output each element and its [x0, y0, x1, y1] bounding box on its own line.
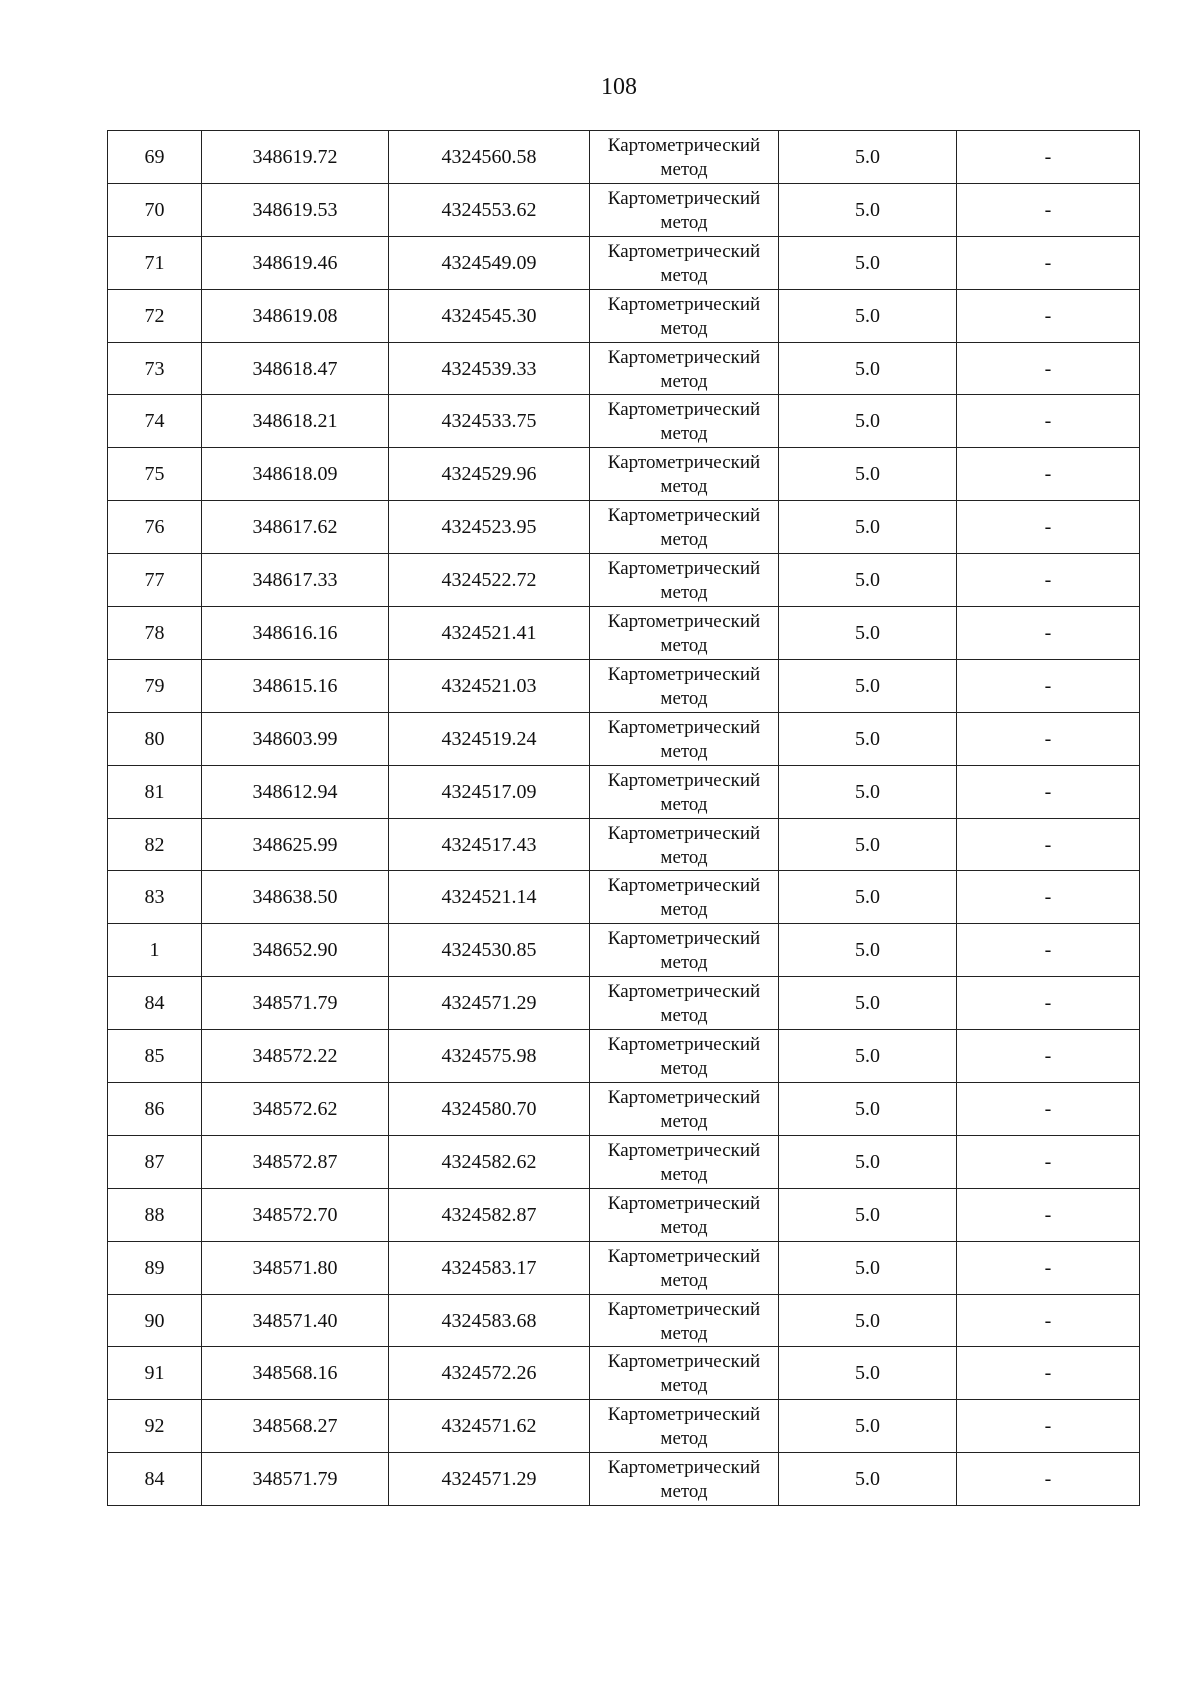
- accuracy-cell: 5.0: [779, 236, 957, 289]
- accuracy-cell: 5.0: [779, 1083, 957, 1136]
- method-line-1: Картометрический: [607, 928, 761, 950]
- x-coordinate-cell: 348612.94: [202, 765, 389, 818]
- point-number-cell: 83: [108, 871, 202, 924]
- description-cell: -: [957, 607, 1140, 660]
- x-coordinate-cell: 348638.50: [202, 871, 389, 924]
- point-number-cell: 84: [108, 1453, 202, 1506]
- x-coordinate-cell: 348619.46: [202, 236, 389, 289]
- y-coordinate-cell: 4324517.43: [389, 818, 590, 871]
- x-coordinate-cell: 348572.62: [202, 1083, 389, 1136]
- x-coordinate-cell: 348571.40: [202, 1294, 389, 1347]
- table-row: [108, 1135, 1140, 1188]
- coordinates-table-body: [108, 131, 1140, 1506]
- table-row: [108, 1400, 1140, 1453]
- description-cell: -: [957, 501, 1140, 554]
- point-number-cell: 87: [108, 1135, 202, 1188]
- page-number: 108: [601, 74, 637, 100]
- description-cell: -: [957, 765, 1140, 818]
- point-number-cell: 69: [108, 131, 202, 184]
- method-line-2: метод: [660, 740, 708, 762]
- method-cell: [590, 977, 779, 1030]
- method-cell: [590, 395, 779, 448]
- y-coordinate-cell: 4324521.03: [389, 659, 590, 712]
- method-line-2: метод: [660, 1428, 708, 1450]
- method-cell: [590, 1294, 779, 1347]
- description-cell: -: [957, 977, 1140, 1030]
- method-line-2: метод: [660, 1322, 708, 1344]
- table-row: [108, 395, 1140, 448]
- table-row: [108, 342, 1140, 395]
- table-row: [108, 818, 1140, 871]
- method-line-2: метод: [660, 952, 708, 974]
- x-coordinate-cell: 348568.27: [202, 1400, 389, 1453]
- point-number-cell: 71: [108, 236, 202, 289]
- method-line-1: Картометрический: [607, 875, 761, 897]
- method-line-2: метод: [660, 1216, 708, 1238]
- point-number-cell: 79: [108, 659, 202, 712]
- accuracy-cell: 5.0: [779, 342, 957, 395]
- accuracy-cell: 5.0: [779, 1453, 957, 1506]
- method-line-2: метод: [660, 846, 708, 868]
- point-number-cell: 84: [108, 977, 202, 1030]
- method-line-2: метод: [660, 687, 708, 709]
- y-coordinate-cell: 4324521.14: [389, 871, 590, 924]
- x-coordinate-cell: 348572.22: [202, 1030, 389, 1083]
- y-coordinate-cell: 4324575.98: [389, 1030, 590, 1083]
- description-cell: -: [957, 1188, 1140, 1241]
- y-coordinate-cell: 4324583.17: [389, 1241, 590, 1294]
- method-line-2: метод: [660, 1163, 708, 1185]
- y-coordinate-cell: 4324553.62: [389, 183, 590, 236]
- point-number-cell: 74: [108, 395, 202, 448]
- point-number-cell: 86: [108, 1083, 202, 1136]
- method-line-2: метод: [660, 264, 708, 286]
- point-number-cell: 81: [108, 765, 202, 818]
- x-coordinate-cell: 348617.62: [202, 501, 389, 554]
- point-number-cell: 85: [108, 1030, 202, 1083]
- method-line-1: Картометрический: [607, 716, 761, 738]
- description-cell: -: [957, 1453, 1140, 1506]
- x-coordinate-cell: 348617.33: [202, 554, 389, 607]
- method-line-2: метод: [660, 1375, 708, 1397]
- x-coordinate-cell: 348571.79: [202, 1453, 389, 1506]
- y-coordinate-cell: 4324583.68: [389, 1294, 590, 1347]
- description-cell: -: [957, 395, 1140, 448]
- y-coordinate-cell: 4324539.33: [389, 342, 590, 395]
- accuracy-cell: 5.0: [779, 1188, 957, 1241]
- accuracy-cell: 5.0: [779, 501, 957, 554]
- table-row: [108, 236, 1140, 289]
- x-coordinate-cell: 348652.90: [202, 924, 389, 977]
- method-cell: [590, 924, 779, 977]
- table-row: [108, 448, 1140, 501]
- accuracy-cell: 5.0: [779, 607, 957, 660]
- method-line-1: Картометрический: [607, 399, 761, 421]
- method-cell: [590, 1030, 779, 1083]
- accuracy-cell: 5.0: [779, 1294, 957, 1347]
- accuracy-cell: 5.0: [779, 183, 957, 236]
- point-number-cell: 1: [108, 924, 202, 977]
- coordinates-table: [107, 130, 1140, 1506]
- table-row: [108, 765, 1140, 818]
- x-coordinate-cell: 348619.72: [202, 131, 389, 184]
- y-coordinate-cell: 4324549.09: [389, 236, 590, 289]
- method-line-1: Картометрический: [607, 610, 761, 632]
- table-row: [108, 1083, 1140, 1136]
- description-cell: -: [957, 1083, 1140, 1136]
- accuracy-cell: 5.0: [779, 659, 957, 712]
- x-coordinate-cell: 348568.16: [202, 1347, 389, 1400]
- x-coordinate-cell: 348619.08: [202, 289, 389, 342]
- method-line-1: Картометрический: [607, 134, 761, 156]
- method-line-2: метод: [660, 1005, 708, 1027]
- table-row: [108, 501, 1140, 554]
- method-cell: [590, 1188, 779, 1241]
- method-line-1: Картометрический: [607, 240, 761, 262]
- table-row: [108, 1188, 1140, 1241]
- description-cell: -: [957, 1241, 1140, 1294]
- method-line-1: Картометрический: [607, 558, 761, 580]
- method-line-2: метод: [660, 317, 708, 339]
- x-coordinate-cell: 348618.09: [202, 448, 389, 501]
- accuracy-cell: 5.0: [779, 765, 957, 818]
- point-number-cell: 77: [108, 554, 202, 607]
- table-row: [108, 554, 1140, 607]
- description-cell: -: [957, 1135, 1140, 1188]
- point-number-cell: 70: [108, 183, 202, 236]
- y-coordinate-cell: 4324545.30: [389, 289, 590, 342]
- accuracy-cell: 5.0: [779, 1400, 957, 1453]
- point-number-cell: 91: [108, 1347, 202, 1400]
- method-line-1: Картометрический: [607, 1351, 761, 1373]
- method-line-1: Картометрический: [607, 1139, 761, 1161]
- x-coordinate-cell: 348618.21: [202, 395, 389, 448]
- method-cell: [590, 131, 779, 184]
- x-coordinate-cell: 348619.53: [202, 183, 389, 236]
- point-number-cell: 90: [108, 1294, 202, 1347]
- method-cell: [590, 871, 779, 924]
- method-cell: [590, 554, 779, 607]
- method-line-2: метод: [660, 582, 708, 604]
- y-coordinate-cell: 4324533.75: [389, 395, 590, 448]
- table-row: [108, 1294, 1140, 1347]
- method-line-1: Картометрический: [607, 822, 761, 844]
- method-line-2: метод: [660, 529, 708, 551]
- accuracy-cell: 5.0: [779, 818, 957, 871]
- point-number-cell: 73: [108, 342, 202, 395]
- method-line-2: метод: [660, 423, 708, 445]
- description-cell: -: [957, 712, 1140, 765]
- table-row: [108, 1347, 1140, 1400]
- method-cell: [590, 289, 779, 342]
- method-cell: [590, 1400, 779, 1453]
- method-line-2: метод: [660, 158, 708, 180]
- table-row: [108, 1241, 1140, 1294]
- accuracy-cell: 5.0: [779, 131, 957, 184]
- point-number-cell: 76: [108, 501, 202, 554]
- point-number-cell: 89: [108, 1241, 202, 1294]
- table-row: [108, 607, 1140, 660]
- y-coordinate-cell: 4324517.09: [389, 765, 590, 818]
- x-coordinate-cell: 348572.70: [202, 1188, 389, 1241]
- accuracy-cell: 5.0: [779, 448, 957, 501]
- table-row: [108, 712, 1140, 765]
- method-line-1: Картометрический: [607, 293, 761, 315]
- point-number-cell: 72: [108, 289, 202, 342]
- point-number-cell: 88: [108, 1188, 202, 1241]
- method-cell: [590, 765, 779, 818]
- description-cell: -: [957, 183, 1140, 236]
- description-cell: -: [957, 342, 1140, 395]
- method-line-1: Картометрический: [607, 1457, 761, 1479]
- method-line-1: Картометрический: [607, 1404, 761, 1426]
- x-coordinate-cell: 348571.80: [202, 1241, 389, 1294]
- method-line-2: метод: [660, 634, 708, 656]
- description-cell: -: [957, 1294, 1140, 1347]
- table-row: [108, 1453, 1140, 1506]
- method-line-2: метод: [660, 370, 708, 392]
- accuracy-cell: 5.0: [779, 1030, 957, 1083]
- y-coordinate-cell: 4324582.87: [389, 1188, 590, 1241]
- accuracy-cell: 5.0: [779, 554, 957, 607]
- method-line-1: Картометрический: [607, 452, 761, 474]
- y-coordinate-cell: 4324521.41: [389, 607, 590, 660]
- x-coordinate-cell: 348572.87: [202, 1135, 389, 1188]
- description-cell: -: [957, 871, 1140, 924]
- point-number-cell: 82: [108, 818, 202, 871]
- method-cell: [590, 1241, 779, 1294]
- point-number-cell: 80: [108, 712, 202, 765]
- point-number-cell: 75: [108, 448, 202, 501]
- y-coordinate-cell: 4324560.58: [389, 131, 590, 184]
- method-line-1: Картометрический: [607, 1245, 761, 1267]
- method-line-2: метод: [660, 211, 708, 233]
- y-coordinate-cell: 4324530.85: [389, 924, 590, 977]
- y-coordinate-cell: 4324580.70: [389, 1083, 590, 1136]
- table-row: [108, 131, 1140, 184]
- y-coordinate-cell: 4324571.29: [389, 1453, 590, 1506]
- y-coordinate-cell: 4324571.62: [389, 1400, 590, 1453]
- accuracy-cell: 5.0: [779, 924, 957, 977]
- method-line-2: метод: [660, 899, 708, 921]
- table-row: [108, 977, 1140, 1030]
- accuracy-cell: 5.0: [779, 395, 957, 448]
- method-line-1: Картометрический: [607, 346, 761, 368]
- method-cell: [590, 607, 779, 660]
- y-coordinate-cell: 4324522.72: [389, 554, 590, 607]
- method-line-2: метод: [660, 1481, 708, 1503]
- description-cell: -: [957, 1400, 1140, 1453]
- description-cell: -: [957, 1347, 1140, 1400]
- method-cell: [590, 1135, 779, 1188]
- y-coordinate-cell: 4324519.24: [389, 712, 590, 765]
- y-coordinate-cell: 4324523.95: [389, 501, 590, 554]
- method-line-1: Картометрический: [607, 1298, 761, 1320]
- method-cell: [590, 1347, 779, 1400]
- method-cell: [590, 236, 779, 289]
- point-number-cell: 92: [108, 1400, 202, 1453]
- table-row: [108, 659, 1140, 712]
- accuracy-cell: 5.0: [779, 1135, 957, 1188]
- accuracy-cell: 5.0: [779, 871, 957, 924]
- description-cell: -: [957, 448, 1140, 501]
- description-cell: -: [957, 1030, 1140, 1083]
- x-coordinate-cell: 348571.79: [202, 977, 389, 1030]
- method-line-1: Картометрический: [607, 505, 761, 527]
- x-coordinate-cell: 348616.16: [202, 607, 389, 660]
- method-line-1: Картометрический: [607, 1192, 761, 1214]
- accuracy-cell: 5.0: [779, 712, 957, 765]
- method-line-1: Картометрический: [607, 769, 761, 791]
- table-row: [108, 924, 1140, 977]
- point-number-cell: 78: [108, 607, 202, 660]
- x-coordinate-cell: 348618.47: [202, 342, 389, 395]
- table-row: [108, 871, 1140, 924]
- method-cell: [590, 448, 779, 501]
- description-cell: -: [957, 818, 1140, 871]
- method-line-2: метод: [660, 1110, 708, 1132]
- method-cell: [590, 818, 779, 871]
- method-line-2: метод: [660, 1058, 708, 1080]
- method-cell: [590, 183, 779, 236]
- method-line-1: Картометрический: [607, 663, 761, 685]
- method-line-2: метод: [660, 476, 708, 498]
- table-row: [108, 1030, 1140, 1083]
- method-line-1: Картометрический: [607, 187, 761, 209]
- method-cell: [590, 1453, 779, 1506]
- method-cell: [590, 712, 779, 765]
- description-cell: -: [957, 131, 1140, 184]
- method-line-1: Картометрический: [607, 981, 761, 1003]
- description-cell: -: [957, 924, 1140, 977]
- method-cell: [590, 342, 779, 395]
- method-line-2: метод: [660, 793, 708, 815]
- method-line-1: Картометрический: [607, 1034, 761, 1056]
- accuracy-cell: 5.0: [779, 977, 957, 1030]
- accuracy-cell: 5.0: [779, 289, 957, 342]
- y-coordinate-cell: 4324571.29: [389, 977, 590, 1030]
- description-cell: -: [957, 289, 1140, 342]
- y-coordinate-cell: 4324582.62: [389, 1135, 590, 1188]
- x-coordinate-cell: 348625.99: [202, 818, 389, 871]
- x-coordinate-cell: 348615.16: [202, 659, 389, 712]
- method-cell: [590, 659, 779, 712]
- description-cell: -: [957, 554, 1140, 607]
- accuracy-cell: 5.0: [779, 1241, 957, 1294]
- method-cell: [590, 501, 779, 554]
- method-cell: [590, 1083, 779, 1136]
- accuracy-cell: 5.0: [779, 1347, 957, 1400]
- table-row: [108, 289, 1140, 342]
- method-line-2: метод: [660, 1269, 708, 1291]
- description-cell: -: [957, 659, 1140, 712]
- table-row: [108, 183, 1140, 236]
- x-coordinate-cell: 348603.99: [202, 712, 389, 765]
- y-coordinate-cell: 4324529.96: [389, 448, 590, 501]
- description-cell: -: [957, 236, 1140, 289]
- method-line-1: Картометрический: [607, 1086, 761, 1108]
- y-coordinate-cell: 4324572.26: [389, 1347, 590, 1400]
